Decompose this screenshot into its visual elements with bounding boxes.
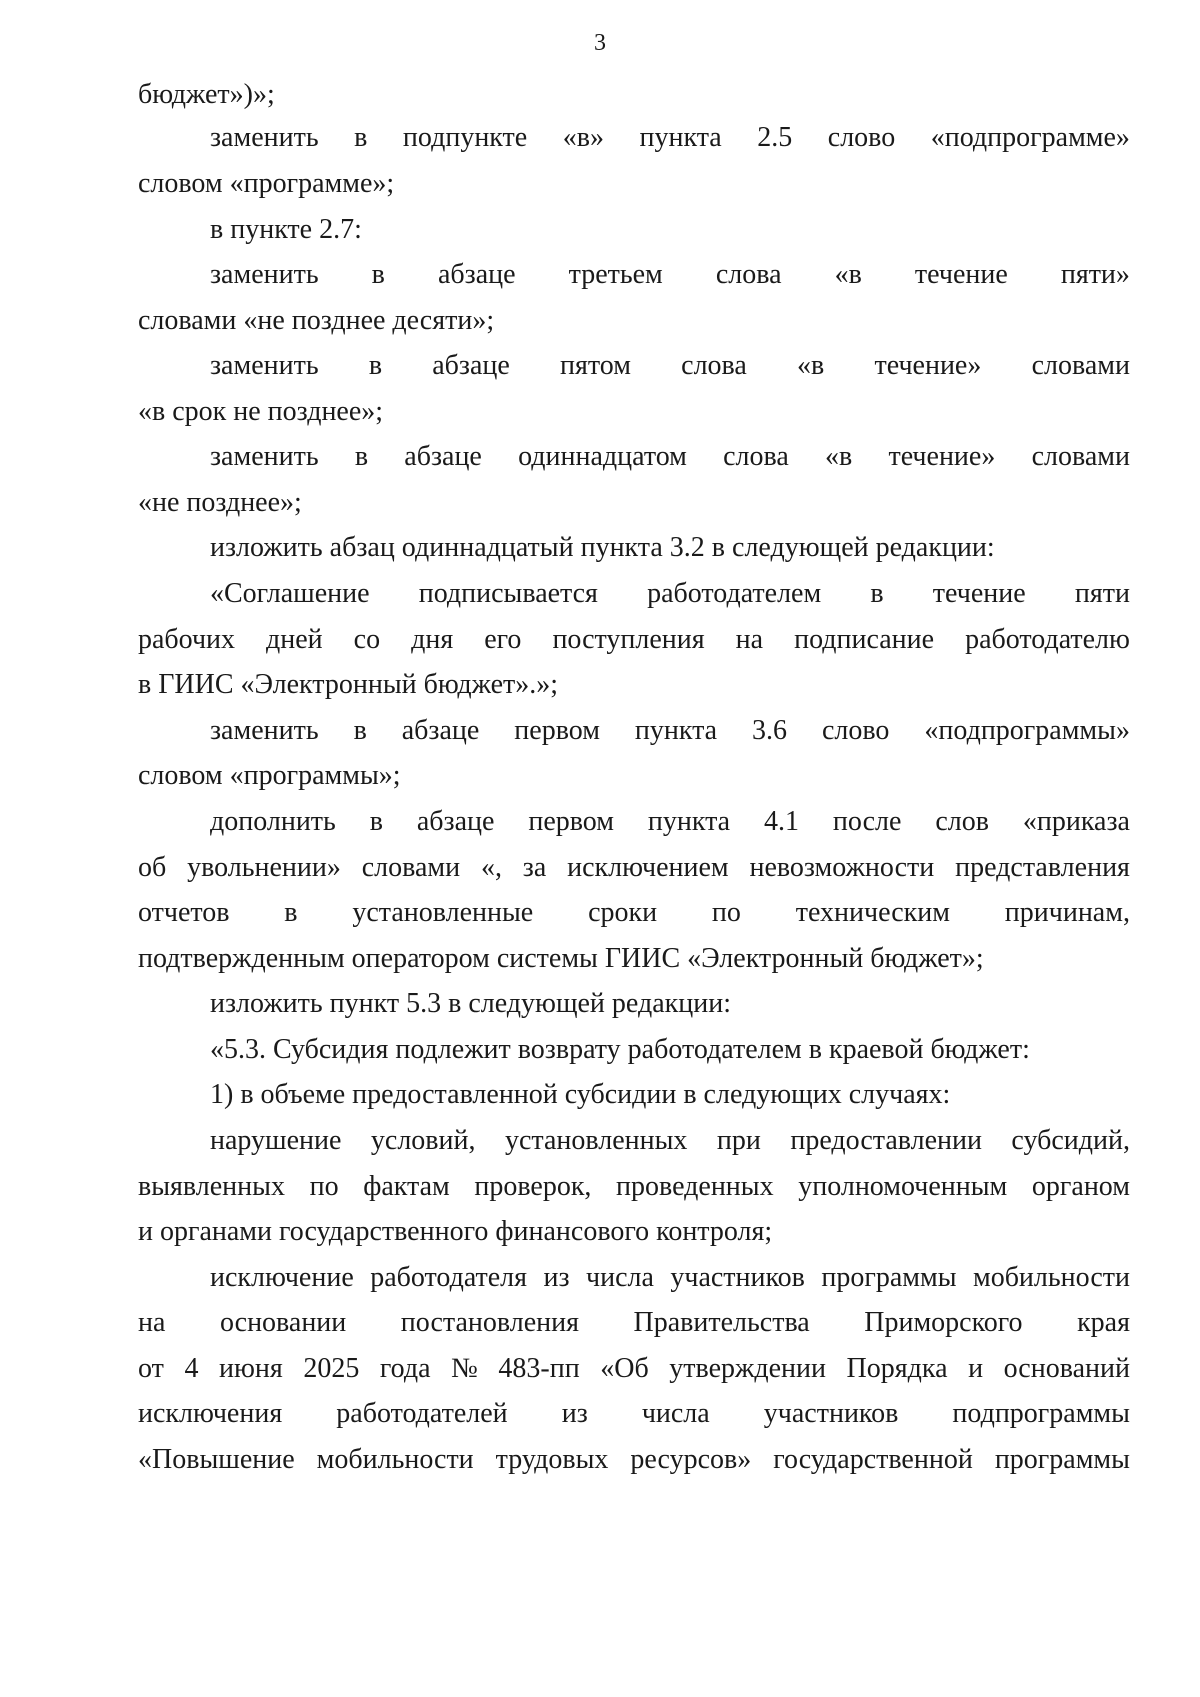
word: по xyxy=(309,1171,339,1202)
word: 3.6 xyxy=(752,715,788,746)
word: дня xyxy=(411,624,454,655)
word: подписывается xyxy=(418,578,598,609)
word: работодателю xyxy=(965,624,1130,655)
text-line: бюджет»)»; xyxy=(138,79,275,110)
word: трудовых xyxy=(495,1444,609,1475)
word: 2025 xyxy=(303,1353,360,1384)
word: заменить xyxy=(210,441,319,472)
word: государственной xyxy=(773,1444,973,1475)
word: проведенных xyxy=(616,1171,774,1202)
text-line: словом «программе»; xyxy=(138,168,395,199)
word: абзаце xyxy=(437,259,516,290)
word: «в xyxy=(797,350,825,381)
text-line xyxy=(210,802,1130,842)
word: сроки xyxy=(588,897,658,928)
word: субсидий, xyxy=(1011,1125,1130,1156)
word: органом xyxy=(1031,1171,1130,1202)
word: подпункте xyxy=(402,122,528,153)
word: исключения xyxy=(138,1398,283,1429)
word: в xyxy=(354,441,369,472)
word: за xyxy=(522,852,547,883)
word: «приказа xyxy=(1022,806,1130,837)
text-line: изложить пункт 5.3 в следующей редакции: xyxy=(210,988,731,1019)
word: выявленных xyxy=(138,1171,285,1202)
word: слово xyxy=(827,122,896,153)
word: программы xyxy=(821,1262,957,1293)
word: основании xyxy=(219,1307,347,1338)
word: словами xyxy=(1031,350,1130,381)
word: «в xyxy=(825,441,853,472)
word: слов xyxy=(935,806,989,837)
word: заменить xyxy=(210,122,319,153)
word: в xyxy=(368,350,383,381)
word: заменить xyxy=(210,715,319,746)
word: «Об xyxy=(600,1353,649,1384)
word: в xyxy=(284,897,298,928)
word: пункта xyxy=(639,122,722,153)
word: «в» xyxy=(562,122,604,153)
word: Приморского xyxy=(864,1307,1023,1338)
word: ресурсов» xyxy=(630,1444,752,1475)
word: из xyxy=(543,1262,570,1293)
text-line: словом «программы»; xyxy=(138,760,401,791)
word: предоставлении xyxy=(790,1125,982,1156)
word: программы xyxy=(994,1444,1130,1475)
word: абзаце xyxy=(404,441,482,472)
word: в xyxy=(354,122,368,153)
word: по xyxy=(711,897,741,928)
word: проверок, xyxy=(474,1171,592,1202)
text-line xyxy=(138,1303,1130,1343)
text-line xyxy=(138,620,1130,660)
word: из xyxy=(561,1398,588,1429)
text-line: словами «не позднее десяти»; xyxy=(138,305,495,336)
word: «, xyxy=(480,852,502,883)
word: в xyxy=(870,578,884,609)
word: абзаце xyxy=(432,350,510,381)
word: 4 xyxy=(184,1353,199,1384)
word: «Повышение xyxy=(138,1444,295,1475)
word: июня xyxy=(219,1353,283,1384)
word: со xyxy=(353,624,381,655)
word: словами xyxy=(361,852,461,883)
word: мобильности xyxy=(316,1444,474,1475)
word: края xyxy=(1077,1307,1130,1338)
word: утверждении xyxy=(669,1353,826,1384)
text-line xyxy=(138,1394,1130,1434)
word: уполномоченным xyxy=(798,1171,1008,1202)
word: первом xyxy=(514,715,600,746)
word: течение» xyxy=(874,350,982,381)
text-line: изложить абзац одиннадцатый пункта 3.2 в следующей редакции: xyxy=(210,532,995,563)
word: в xyxy=(371,259,385,290)
text-line xyxy=(210,437,1130,477)
word: слова xyxy=(715,259,782,290)
word: установленные xyxy=(352,897,534,928)
word: работодателем xyxy=(647,578,822,609)
word: абзаце xyxy=(401,715,480,746)
word: Правительства xyxy=(633,1307,810,1338)
word: слово xyxy=(822,715,890,746)
word: заменить xyxy=(210,350,319,381)
word: увольнении» xyxy=(187,852,341,883)
text-line xyxy=(210,255,1130,295)
word: в xyxy=(369,806,383,837)
word: 2.5 xyxy=(757,122,793,153)
text-line xyxy=(138,893,1130,933)
text-line xyxy=(210,1121,1130,1161)
text-line: 1) в объеме предоставленной субсидии в следующих случаях: xyxy=(210,1079,951,1110)
page-number: 3 xyxy=(594,30,606,56)
word: абзаце xyxy=(416,806,495,837)
word: постановления xyxy=(400,1307,579,1338)
word: числа xyxy=(641,1398,710,1429)
text-line xyxy=(210,346,1130,386)
word: подпрограммы xyxy=(952,1398,1130,1429)
word: при xyxy=(716,1125,761,1156)
word: подписание xyxy=(794,624,935,655)
word: первом xyxy=(528,806,614,837)
word: Порядка xyxy=(846,1353,948,1384)
word: «подпрограмме» xyxy=(930,122,1130,153)
text-line xyxy=(138,1440,1130,1480)
text-line: в пункте 2.7: xyxy=(210,214,362,245)
text-line: «5.3. Субсидия подлежит возврату работодателем в краевой бюджет: xyxy=(210,1034,1030,1065)
word: установленных xyxy=(504,1125,688,1156)
word: 483-пп xyxy=(498,1353,580,1384)
word: течение xyxy=(914,259,1008,290)
word: нарушение xyxy=(210,1125,342,1156)
word: участников xyxy=(763,1398,899,1429)
word: условий, xyxy=(370,1125,476,1156)
text-line xyxy=(210,711,1130,751)
word: представления xyxy=(955,852,1130,883)
word: пункта xyxy=(634,715,718,746)
word: и xyxy=(968,1353,984,1384)
text-line: «не позднее»; xyxy=(138,487,302,518)
text-line xyxy=(210,118,1130,158)
text-line xyxy=(138,1349,1130,1389)
word: пяти» xyxy=(1060,259,1130,290)
word: дополнить xyxy=(210,806,336,837)
word: после xyxy=(832,806,902,837)
word: участников xyxy=(670,1262,805,1293)
word: «Соглашение xyxy=(210,578,370,609)
word: «подпрограммы» xyxy=(924,715,1130,746)
word: причинам, xyxy=(1004,897,1130,928)
word: работодателя xyxy=(370,1262,528,1293)
word: мобильности xyxy=(972,1262,1130,1293)
word: фактам xyxy=(363,1171,450,1202)
word: на xyxy=(735,624,764,655)
word: одиннадцатом xyxy=(518,441,687,472)
word: исключением xyxy=(567,852,729,883)
word: поступления xyxy=(552,624,705,655)
word: третьем xyxy=(568,259,663,290)
text-line: подтвержденным оператором системы ГИИС «Электронный бюджет»; xyxy=(138,943,984,974)
word: на xyxy=(138,1307,166,1338)
word: исключение xyxy=(210,1262,354,1293)
word: дней xyxy=(266,624,323,655)
word: от xyxy=(138,1353,164,1384)
text-line: и органами государственного финансового контроля; xyxy=(138,1216,773,1247)
word: его xyxy=(484,624,522,655)
word: слова xyxy=(723,441,789,472)
word: 4.1 xyxy=(764,806,800,837)
word: техническим xyxy=(795,897,950,928)
word: работодателей xyxy=(336,1398,508,1429)
word: «в xyxy=(834,259,862,290)
word: числа xyxy=(586,1262,654,1293)
text-line: «в срок не позднее»; xyxy=(138,396,384,427)
word: оснований xyxy=(1003,1353,1130,1384)
text-line xyxy=(138,848,1130,888)
word: рабочих xyxy=(138,624,236,655)
word: года xyxy=(379,1353,431,1384)
text-line: в ГИИС «Электронный бюджет».»; xyxy=(138,669,559,700)
word: словами xyxy=(1031,441,1130,472)
word: № xyxy=(451,1353,478,1384)
text-line xyxy=(210,1258,1130,1298)
word: течение» xyxy=(888,441,996,472)
word: пятом xyxy=(560,350,631,381)
word: отчетов xyxy=(138,897,230,928)
text-line xyxy=(138,1167,1130,1207)
word: об xyxy=(138,852,167,883)
word: заменить xyxy=(210,259,319,290)
text-line xyxy=(210,574,1130,614)
word: пункта xyxy=(647,806,731,837)
word: слова xyxy=(681,350,747,381)
word: пяти xyxy=(1074,578,1130,609)
word: в xyxy=(353,715,367,746)
word: течение xyxy=(932,578,1026,609)
word: невозможности xyxy=(749,852,935,883)
